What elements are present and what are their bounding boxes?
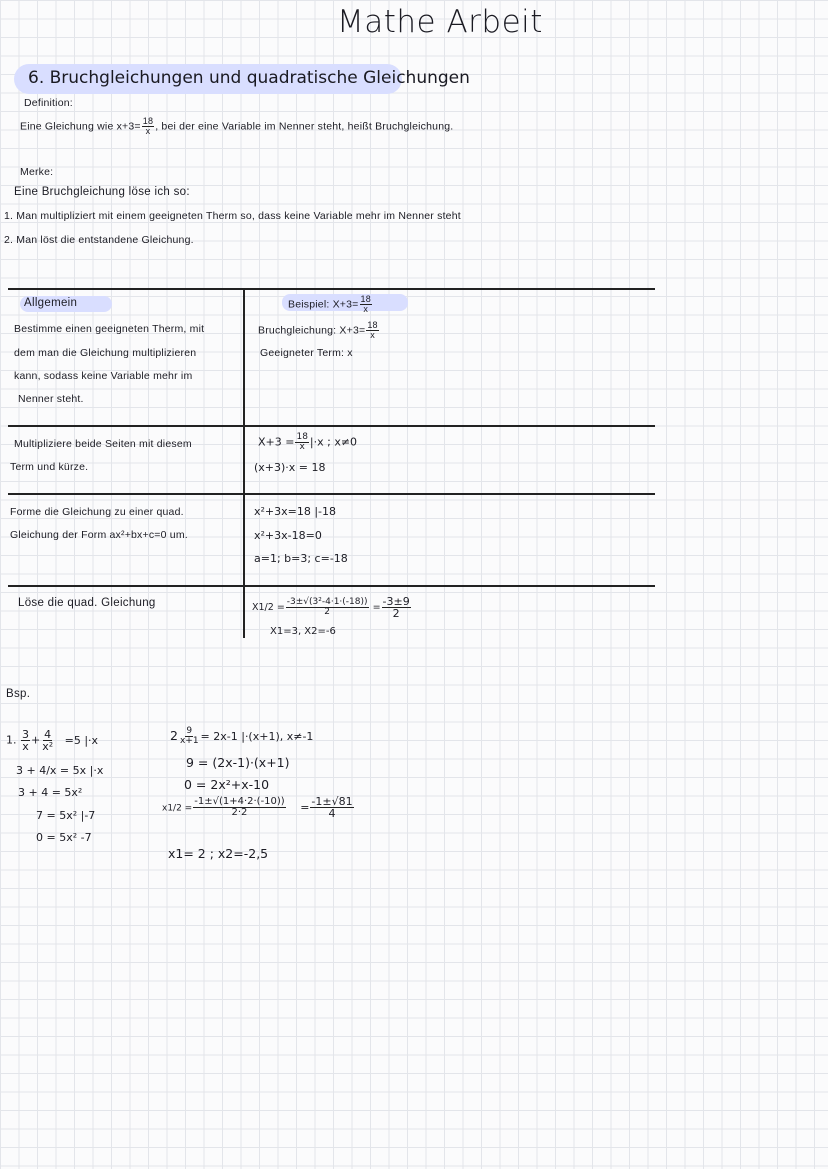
merke-label: Merke:: [20, 166, 54, 178]
row2-right-2: (x+3)·x = 18: [254, 461, 326, 474]
head-right-den: x: [363, 304, 369, 314]
table-head-beispiel: [288, 295, 373, 314]
row4-formula-num: -3±√(3²-4·1·(-18)): [286, 597, 368, 607]
ex2-line1-rest: = 2x-1 |·(x+1), x≠-1: [200, 730, 314, 743]
row4-formula-mid: =: [372, 602, 381, 613]
ex1-line1: [6, 729, 98, 752]
row4-right-formula: [252, 596, 412, 619]
row3-right-2: x²+3x-18=0: [254, 529, 322, 542]
row1-right-fraction: [366, 321, 378, 340]
ex2-line3: 0 = 2x²+x-10: [184, 777, 270, 792]
ex2-line1-prefix: 2: [170, 728, 178, 743]
merke-step-1: 1. Man multipliziert mit einem geeigneten Therm so, dass keine Variable mehr im Nenner steht: [4, 210, 461, 222]
row2-right-den: x: [299, 442, 305, 452]
ex2-line2: 9 = (2x-1)·(x+1): [186, 755, 290, 770]
head-right-num: 18: [360, 294, 371, 304]
ex2-frac-num: 9: [186, 726, 193, 736]
head-right-fraction: [360, 295, 372, 314]
ex1-line3: 3 + 4 = 5x²: [18, 786, 83, 799]
row2-left-1: Multipliziere beide Seiten mit diesem: [14, 438, 192, 450]
bsp-label: Bsp.: [6, 688, 31, 700]
ex1-line2: 3 + 4/x = 5x |·x: [16, 764, 104, 777]
row1-rule: [8, 425, 655, 427]
row2-right-suffix: |·x ; x≠0: [309, 435, 358, 449]
row4-solution: X1=3, X2=-6: [270, 626, 336, 637]
row1-right-2: Geeigneter Term: x: [260, 347, 353, 359]
row1-left-3: kann, sodass keine Variable mehr im: [14, 370, 193, 382]
ex2-line4-mid: =: [300, 800, 310, 814]
row1-right-text: Bruchgleichung: X+3=: [258, 324, 366, 337]
ex2-line4-result: [310, 796, 353, 819]
ex2-line4-res-den: 4: [328, 807, 336, 820]
ex1-frac2-num: 4: [44, 728, 52, 741]
row2-rule: [8, 493, 655, 495]
ex1-frac1-den: x: [22, 740, 29, 753]
definition-fraction: [142, 117, 154, 136]
row2-right-fraction: [295, 433, 308, 452]
ex1-frac1-num: 3: [22, 728, 29, 741]
row3-left-1: Forme die Gleichung zu einer quad.: [10, 506, 184, 518]
merke-intro: Eine Bruchgleichung löse ich so:: [14, 186, 190, 198]
ex1-line1-rest: =5 |·x: [64, 733, 99, 747]
row1-right-num: 18: [367, 320, 378, 330]
ex1-line5: 0 = 5x² -7: [36, 831, 92, 844]
ex2-line5: x1= 2 ; x2=-2,5: [168, 846, 269, 861]
ex2-line4: [162, 796, 355, 819]
row1-left-1: Bestimme einen geeigneten Therm, mit: [14, 323, 205, 335]
row1-right-1: [258, 321, 380, 340]
row1-left-2: dem man die Gleichung multiplizieren: [14, 347, 197, 359]
definition-frac-den: x: [145, 126, 151, 136]
row2-right-prefix: X+3 =: [258, 435, 295, 449]
ex2-line4-res-num: -1±√81: [311, 795, 353, 808]
row3-right-3: a=1; b=3; c=-18: [254, 552, 348, 565]
row4-formula-prefix: X1/2 =: [252, 602, 285, 613]
ex1-frac2: [41, 729, 54, 752]
row1-left-4: Nenner steht.: [18, 393, 84, 405]
page-title: Mathe Arbeit: [337, 4, 543, 40]
section-heading: 6. Bruchgleichungen und quadratische Gleichungen: [28, 68, 470, 88]
ex2-fraction: [179, 727, 200, 746]
row2-right-1: [258, 433, 357, 452]
ex2-line4-fraction: [193, 797, 285, 818]
row2-left-2: Term und kürze.: [10, 461, 89, 473]
row3-rule: [8, 585, 655, 587]
row3-right-1: x²+3x=18 |-18: [254, 505, 337, 518]
row1-right-den: x: [370, 330, 375, 340]
definition-label: Definition:: [24, 97, 73, 109]
definition-text-before: Eine Gleichung wie x+3=: [20, 120, 141, 133]
definition-frac-num: 18: [142, 116, 154, 126]
merke-step-2: 2. Man löst die entstandene Gleichung.: [4, 234, 194, 246]
row4-formula-fraction: [286, 598, 369, 617]
row4-result-fraction: [382, 596, 411, 619]
ex2-line1: [170, 727, 313, 746]
ex2-frac-den: x+1: [179, 736, 199, 746]
ex2-line4-num: -1±√(1+4·2·(-10)): [194, 796, 285, 807]
row4-formula-den: 2: [324, 607, 331, 617]
ex1-frac1: [21, 729, 30, 752]
row4-left-1: Löse die quad. Gleichung: [18, 597, 156, 609]
ex2-line4-den: 2·2: [231, 807, 248, 818]
row4-result-num: -3±9: [382, 595, 410, 608]
definition-text: [20, 117, 453, 136]
ex2-line4-prefix: x1/2 =: [162, 803, 193, 814]
ex1-plus: +: [31, 733, 41, 747]
ex1-line4: 7 = 5x² |-7: [36, 809, 96, 822]
definition-text-after: , bei der eine Variable im Nenner steht, heißt Bruchgleichung.: [155, 120, 454, 133]
row3-left-2: Gleichung der Form ax²+bx+c=0 um.: [10, 529, 188, 541]
row4-result-den: 2: [392, 607, 400, 620]
table-top-rule: [8, 288, 655, 290]
ex1-number: 1.: [6, 733, 17, 747]
row2-right-num: 18: [296, 432, 308, 442]
ex1-frac2-den: x²: [42, 740, 54, 753]
head-right-prefix: Beispiel: X+3=: [288, 298, 359, 311]
table-head-allgemein: Allgemein: [24, 297, 78, 309]
